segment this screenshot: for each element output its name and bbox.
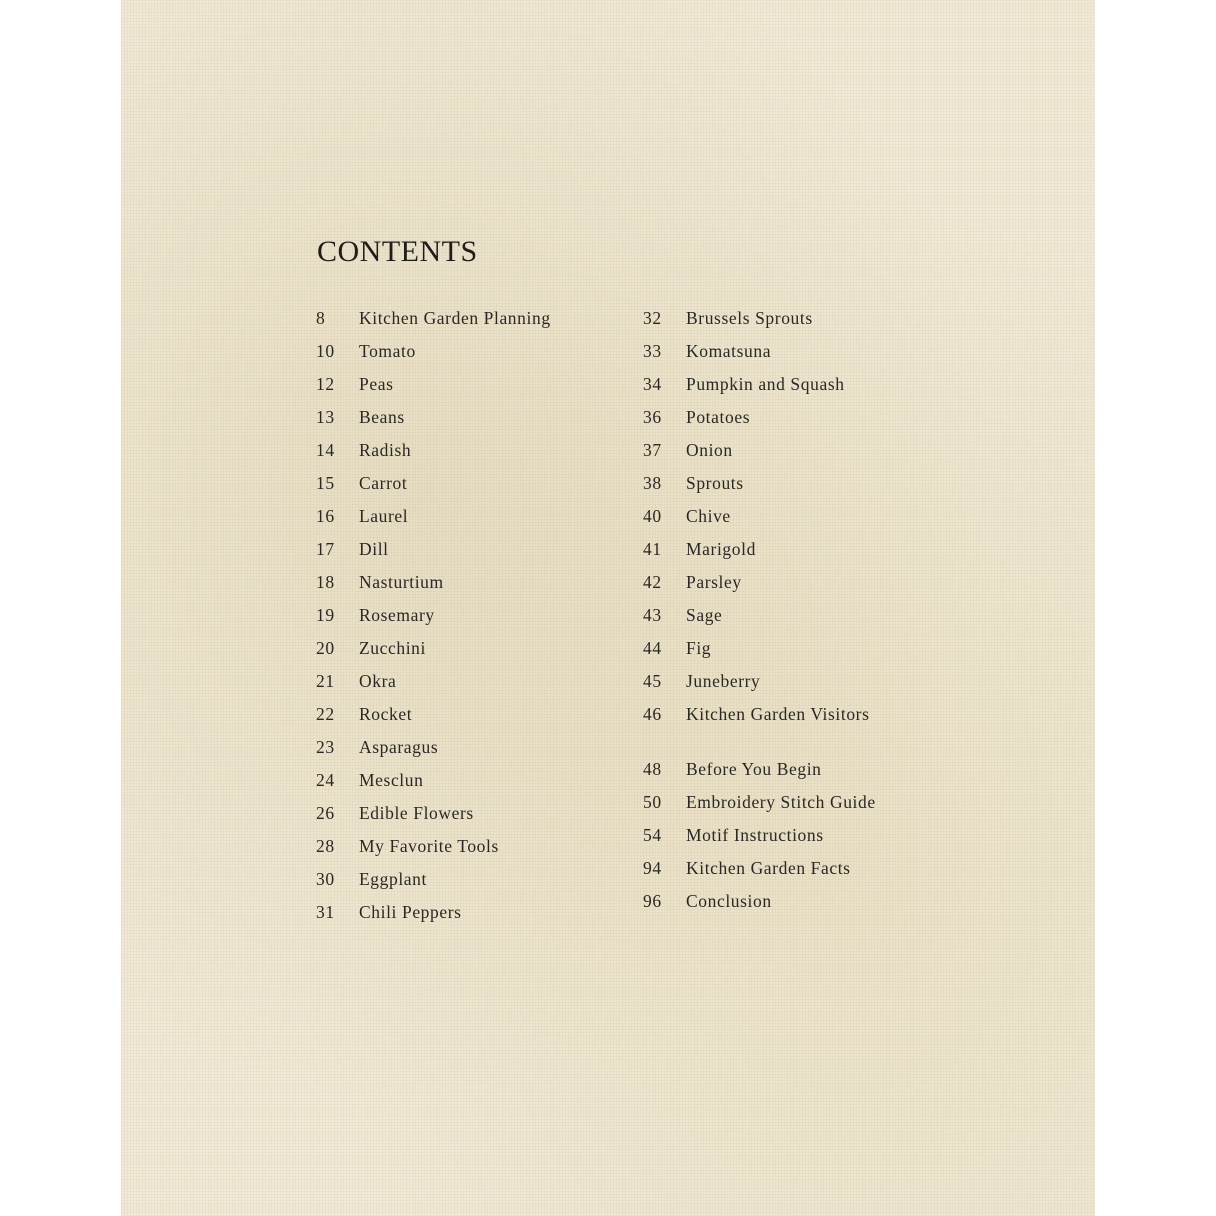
toc-page-number: 30 [316,869,335,889]
toc-entry-title: Pumpkin and Squash [686,374,845,394]
toc-page-number: 13 [316,407,335,427]
toc-entry [643,885,876,918]
toc-page-number: 46 [643,704,662,724]
toc-page-number: 32 [643,308,662,328]
toc-entry-title: Potatoes [686,407,751,427]
toc-entry-title: My Favorite Tools [359,836,499,856]
toc-entry [643,698,876,731]
toc-entry [643,753,876,786]
toc-page-number: 50 [643,792,662,812]
toc-page-number: 38 [643,473,662,493]
contents-heading: CONTENTS [317,235,478,268]
toc-entry [643,500,876,533]
toc-entry [316,401,551,434]
toc-right-column [643,302,876,918]
toc-entry [643,852,876,885]
toc-page-number: 21 [316,671,335,691]
toc-page-number: 20 [316,638,335,658]
toc-entry-title: Marigold [686,539,756,559]
toc-entry-title: Dill [359,539,389,559]
toc-entry [316,599,551,632]
toc-page-number: 36 [643,407,662,427]
toc-entry [316,467,551,500]
toc-page-number: 94 [643,858,662,878]
toc-page-number: 8 [316,308,326,328]
toc-entry-title: Before You Begin [686,759,822,779]
toc-entry-title: Okra [359,671,397,691]
toc-page-number: 18 [316,572,335,592]
toc-page-number: 17 [316,539,335,559]
toc-page-number: 96 [643,891,662,911]
toc-page-number: 40 [643,506,662,526]
toc-entry [316,566,551,599]
toc-page-number: 19 [316,605,335,625]
toc-entry [316,698,551,731]
toc-entry [643,533,876,566]
toc-entry [316,632,551,665]
toc-entry [643,786,876,819]
toc-entry [643,665,876,698]
toc-entry [643,599,876,632]
toc-entry-title: Eggplant [359,869,427,889]
toc-entry-title: Sprouts [686,473,744,493]
toc-entry [643,467,876,500]
toc-entry-title: Kitchen Garden Planning [359,308,551,328]
toc-entry-title: Nasturtium [359,572,444,592]
toc-page-number: 44 [643,638,662,658]
toc-page-number: 23 [316,737,335,757]
toc-entry-title: Conclusion [686,891,772,911]
toc-entry [316,731,551,764]
toc-entry-title: Rosemary [359,605,435,625]
toc-entry-title: Mesclun [359,770,424,790]
toc-page-number: 16 [316,506,335,526]
toc-entry [643,566,876,599]
toc-entry-title: Motif Instructions [686,825,824,845]
toc-page-number: 33 [643,341,662,361]
toc-entry [316,368,551,401]
toc-entry [643,368,876,401]
toc-entry-title: Onion [686,440,733,460]
toc-entry-title: Tomato [359,341,416,361]
toc-page-number: 26 [316,803,335,823]
toc-entry [316,830,551,863]
toc-page-number: 34 [643,374,662,394]
toc-page-number: 10 [316,341,335,361]
toc-entry-title: Embroidery Stitch Guide [686,792,876,812]
toc-entry-title: Kitchen Garden Facts [686,858,851,878]
toc-entry [316,896,551,929]
toc-page-number: 14 [316,440,335,460]
toc-entry-title: Rocket [359,704,413,724]
toc-page-number: 24 [316,770,335,790]
toc-entry-title: Parsley [686,572,742,592]
toc-entry [316,797,551,830]
toc-entry-title: Brussels Sprouts [686,308,813,328]
toc-entry-title: Peas [359,374,394,394]
toc-entry-title: Beans [359,407,405,427]
toc-left-column [316,302,551,929]
toc-entry [643,434,876,467]
toc-page-number: 45 [643,671,662,691]
toc-page-number: 54 [643,825,662,845]
toc-entry [643,302,876,335]
toc-entry-title: Laurel [359,506,409,526]
toc-page-number: 48 [643,759,662,779]
toc-entry-title: Komatsuna [686,341,772,361]
toc-entry [316,863,551,896]
linen-page [121,0,1095,1216]
toc-page-number: 15 [316,473,335,493]
toc-page-number: 37 [643,440,662,460]
toc-entry [316,302,551,335]
toc-page-number: 22 [316,704,335,724]
toc-entry [643,819,876,852]
toc-page-number: 28 [316,836,335,856]
toc-page-number: 41 [643,539,662,559]
toc-entry-title: Edible Flowers [359,803,474,823]
toc-entry-title: Chili Peppers [359,902,462,922]
toc-entry-title: Zucchini [359,638,426,658]
toc-entry-title: Radish [359,440,412,460]
toc-entry-title: Chive [686,506,731,526]
toc-entry-title: Sage [686,605,723,625]
toc-entry [643,335,876,368]
toc-entry [643,632,876,665]
toc-entry-title: Fig [686,638,712,658]
toc-entry [316,533,551,566]
toc-entry [316,434,551,467]
toc-entry [316,665,551,698]
toc-page-number: 12 [316,374,335,394]
toc-page-number: 43 [643,605,662,625]
toc-page-number: 31 [316,902,335,922]
toc-entry-title: Kitchen Garden Visitors [686,704,870,724]
toc-page-number: 42 [643,572,662,592]
toc-entry-title: Carrot [359,473,408,493]
toc-entry-title: Asparagus [359,737,439,757]
toc-entry [316,764,551,797]
toc-entry [643,401,876,434]
toc-entry [316,500,551,533]
toc-entry-title: Juneberry [686,671,761,691]
toc-entry [316,335,551,368]
